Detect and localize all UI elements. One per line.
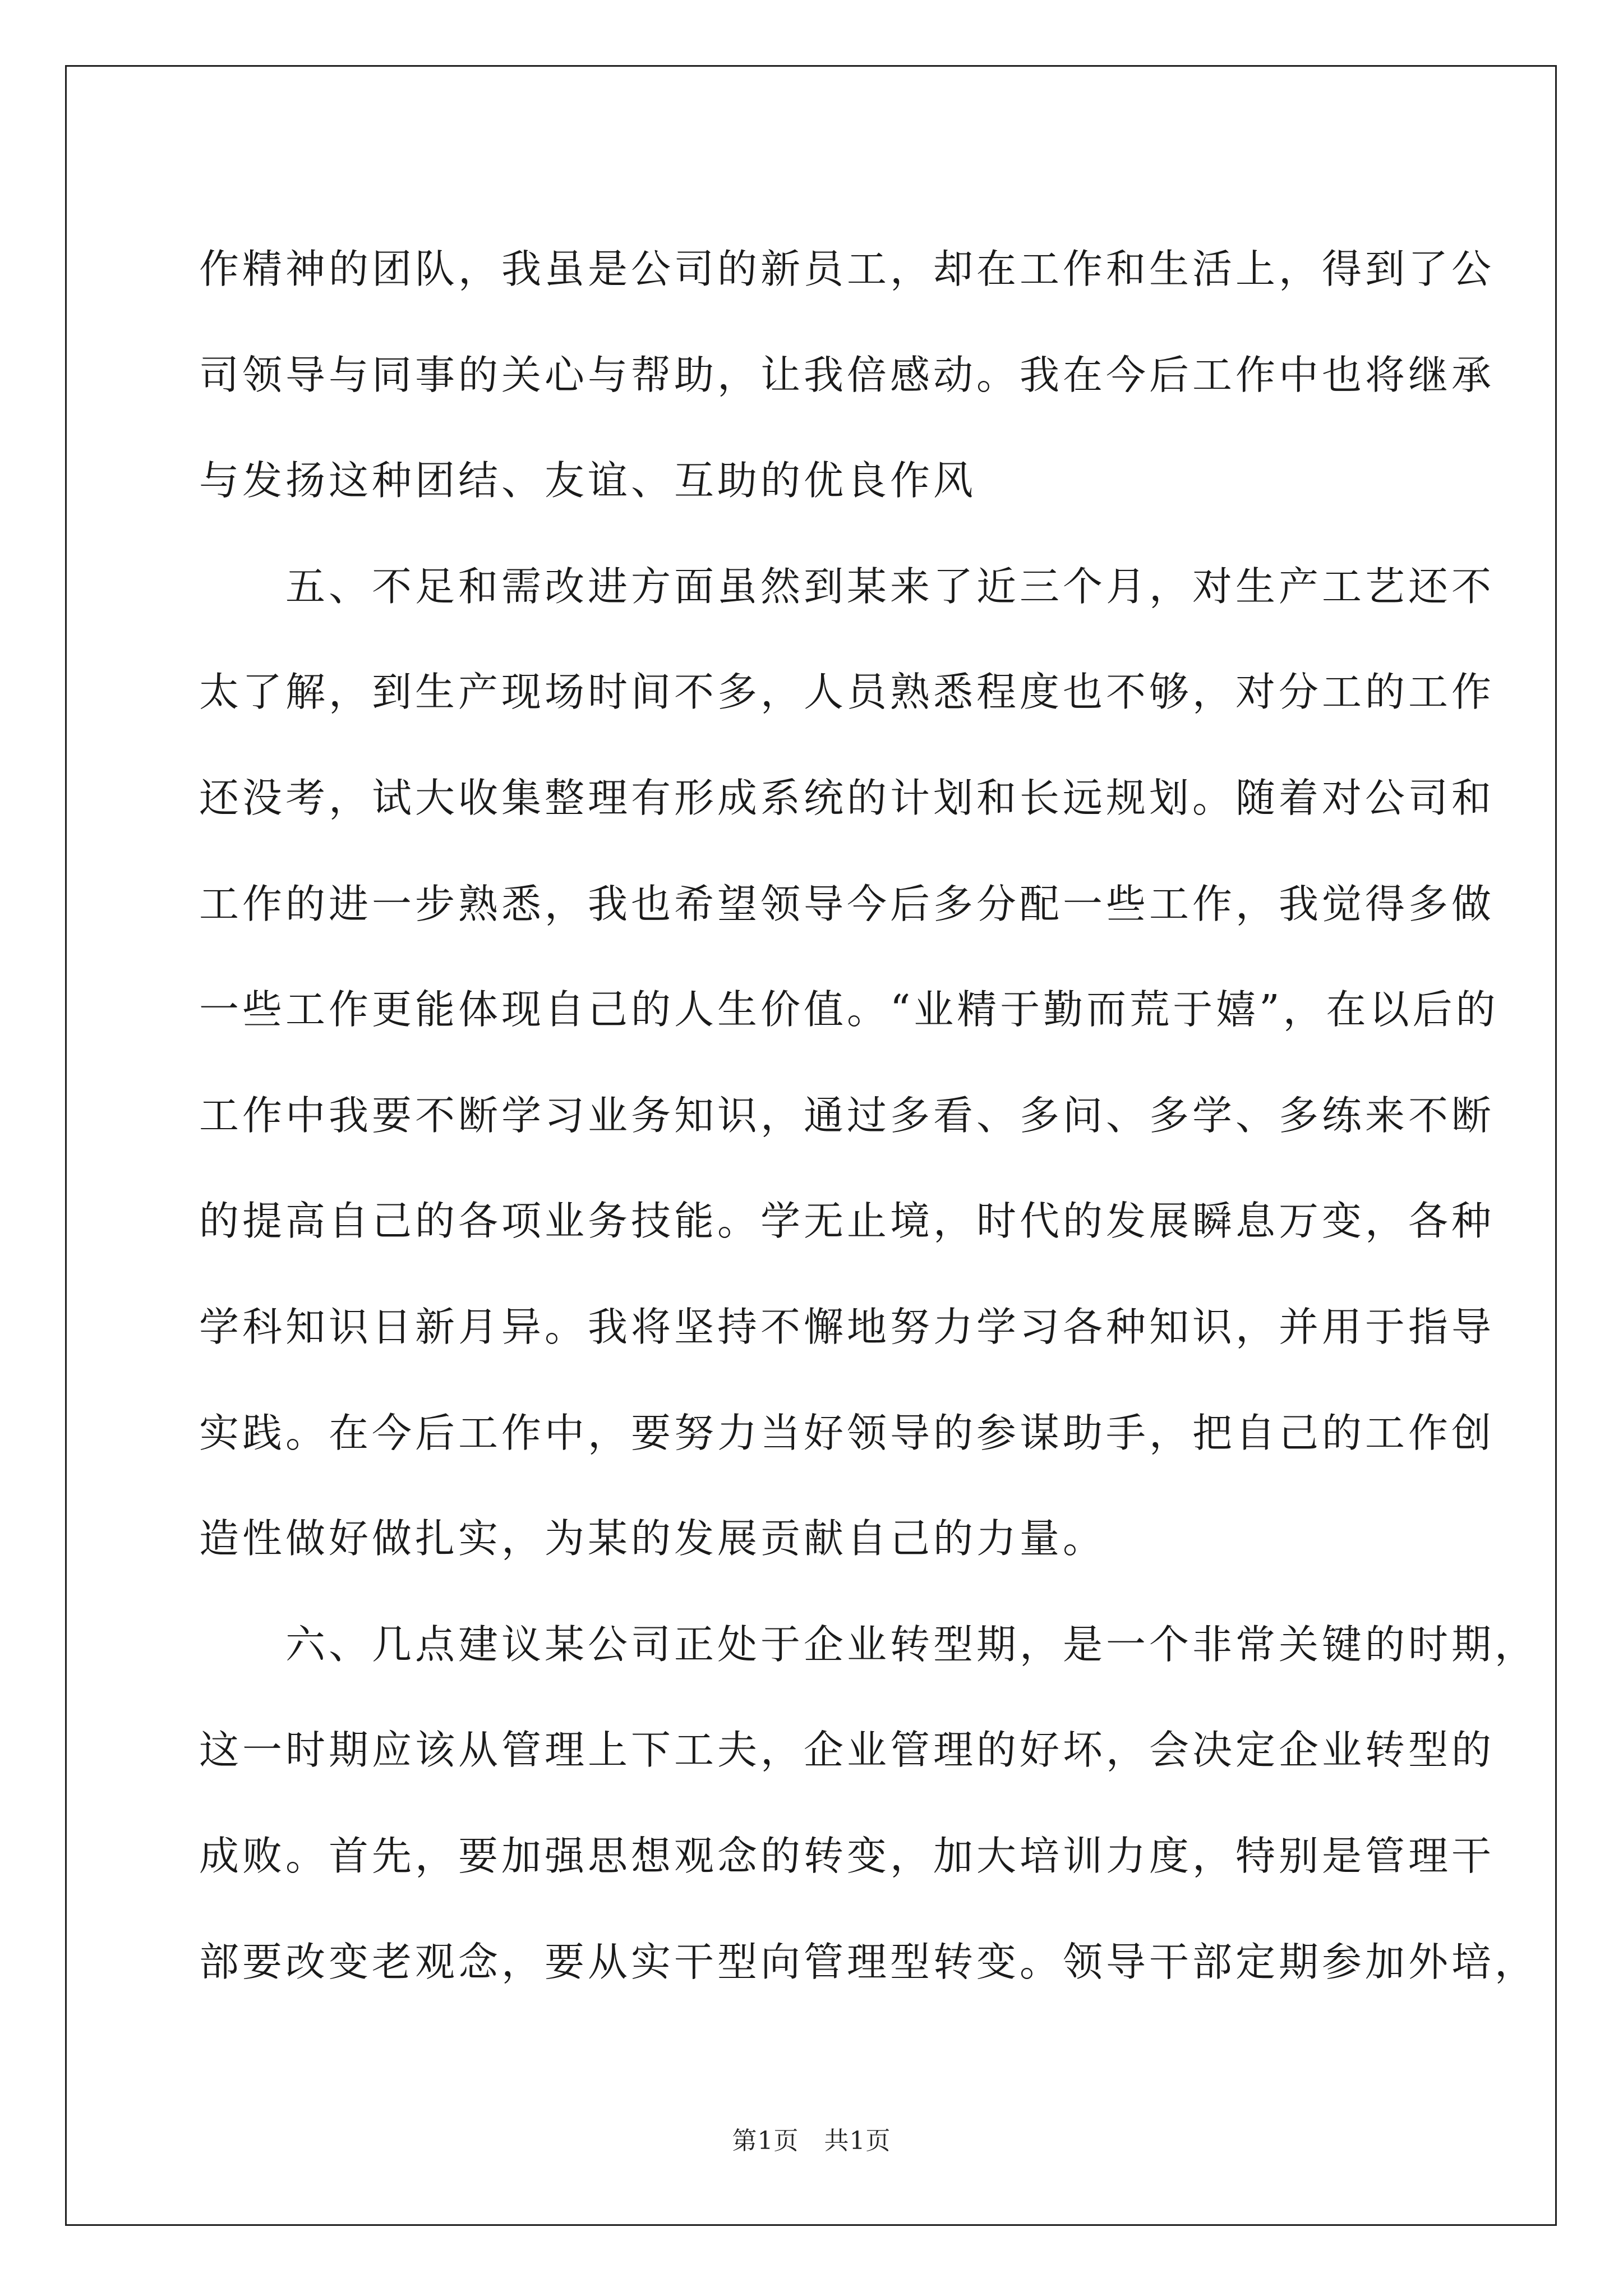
text-line: 司领导与同事的关心与帮助，让我倍感动。我在今后工作中也将继承 [199,351,1495,398]
text-line: 部要改变老观念，要从实干型向管理型转变。领导干部定期参加外培， [199,1938,1538,1985]
text-line: 造性做好做扎实，为某的发展贡献自己的力量。 [199,1515,1106,1562]
text-line: 作精神的团队，我虽是公司的新员工，却在工作和生活上，得到了公 [199,246,1495,292]
text-line: 学科知识日新月异。我将坚持不懈地努力学习各种知识，并用于指导 [199,1303,1495,1350]
text-line: 还没考，试大收集整理有形成系统的计划和长远规划。随着对公司和 [199,774,1495,821]
text-line: 这一时期应该从管理上下工夫，企业管理的好坏，会决定企业转型的 [199,1727,1495,1774]
text-line: 与发扬这种团结、友谊、互助的优良作风 [199,457,977,504]
document-body [199,217,1538,2015]
text-line: 五、不足和需改进方面虽然到某来了近三个月，对生产工艺还不 [199,563,1495,610]
text-line: 的提高自己的各项业务技能。学无止境，时代的发展瞬息万变，各种 [199,1198,1495,1245]
text-line: 成败。首先，要加强思想观念的转变，加大培训力度，特别是管理干 [199,1832,1495,1879]
text-line: 太了解，到生产现场时间不多，人员熟悉程度也不够，对分工的工作 [199,669,1495,716]
text-line: 实践。在今后工作中，要努力当好领导的参谋助手，把自己的工作创 [199,1409,1495,1456]
text-line: 工作的进一步熟悉，我也希望领导今后多分配一些工作，我觉得多做 [199,880,1495,927]
text-line: 工作中我要不断学习业务知识，通过多看、多问、多学、多练来不断 [199,1092,1495,1139]
page-number-footer: 第1页 共1页 [732,2127,891,2155]
text-line: 六、几点建议某公司正处于企业转型期，是一个非常关键的时期， [199,1621,1538,1668]
text-line: 一些工作更能体现自己的人生价值。“业精于勤而荒于嬉”，在以后的 [199,986,1499,1033]
